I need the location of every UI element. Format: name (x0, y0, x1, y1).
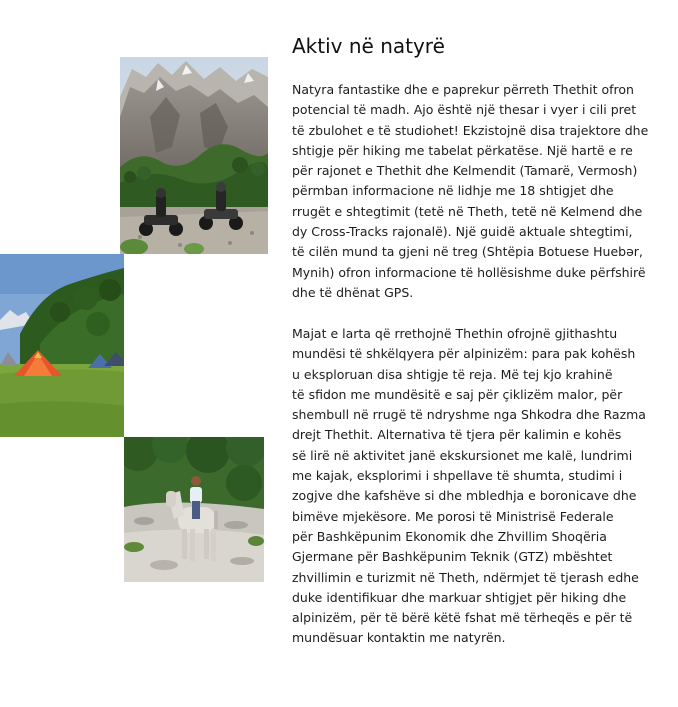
paragraph-activities (292, 324, 658, 649)
text-line: Mynih) ofron informacione të hollësishme duke përfshirë (292, 264, 646, 280)
text-line: Natyra fantastike dhe e paprekur përreth Thethit ofron (292, 82, 634, 97)
text-line: me kajak, eksplorimi i shpellave të shumta, studimi i (292, 468, 623, 484)
text-line: bimëve mjekësore. Me porosi të Ministrisë Federale (292, 508, 614, 524)
text-line: mundësi të shkëlqyera për alpinizëm: para pak kohësh (292, 346, 636, 362)
mountain-motorcycle-photo (120, 57, 268, 254)
horse-riding-photo (124, 437, 264, 582)
text-line: rrugët e shtegtimit (tetë në Theth, tetë në Kelmend dhe (292, 203, 643, 219)
text-line: të sfidon me mundësitë e saj për çiklizëm malor, për (292, 386, 623, 402)
text-line: dhe të dhënat GPS. (292, 284, 414, 300)
text-line: zhvillimin e turizmit në Theth, ndërmjet të tjerash edhe (292, 569, 639, 585)
text-line: alpinizëm, për të bërë këtë fshat më tërheqës e për të (292, 610, 633, 626)
text-line: shtigje për hiking me tabelat përkatëse. Një hartë e re (292, 142, 633, 158)
paragraph-hiking (292, 80, 658, 303)
text-line: së lirë në aktivitet janë ekskursionet me kalë, lundrimi (292, 447, 633, 463)
text-line: të zbulohet e të studiohet! Ekzistojnë disa trajektore dhe (292, 122, 649, 138)
text-line: dy Cross-Tracks rajonalë). Një guidë aktuale shtegtimi, (292, 224, 633, 240)
text-line: shembull në rrugë të ndryshme nga Shkodra dhe Razma (292, 407, 646, 423)
text-line: potencial të madh. Ajo është një thesar i vyer i cili pret (292, 102, 637, 118)
text-line: zogjve dhe kafshëve si dhe mbledhja e boronicave dhe (292, 488, 637, 504)
text-line: për Bashkëpunim Ekonomik dhe Zhvillim Shoqëria (292, 528, 607, 544)
text-line: duke identifikuar dhe markuar shtigjet për hiking dhe (292, 589, 627, 605)
text-line: Majat e larta që rrethojnë Thethin ofrojnë gjithashtu (292, 326, 618, 341)
text-line: mundësuar kontaktin me natyrën. (292, 630, 506, 646)
text-line: për rajonet e Thethit dhe Kelmendit (Tamarë, Vermosh) (292, 163, 638, 179)
text-line: të cilën mund ta gjeni në treg (Shtëpia Botuese Huebər, (292, 244, 643, 260)
text-line: u eksploruan disa shtigje të reja. Më tej kjo krahinë (292, 366, 613, 382)
text-line: përmban informacione në lidhje me 18 shtigjet dhe (292, 183, 614, 199)
page-title: Aktiv në natyrë (292, 34, 445, 58)
camping-tents-photo (0, 254, 124, 437)
text-line: drejt Thethit. Alternativa të tjera për kalimin e kohës (292, 427, 622, 443)
text-line: Gjermane për Bashkëpunim Teknik (GTZ) mbështet (292, 549, 613, 565)
